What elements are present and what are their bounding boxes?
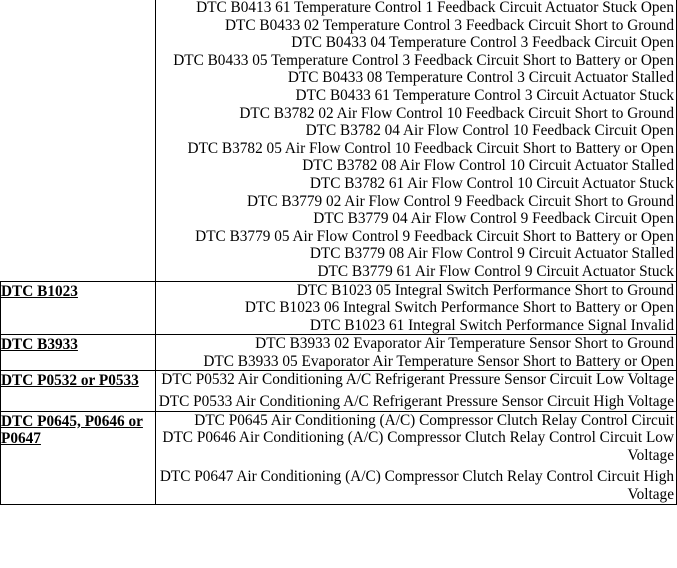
dtc-item: DTC P0532 Air Conditioning A/C Refrigerant Pressure Sensor Circuit Low Voltage (161, 371, 674, 389)
dtc-group-cell (1, 411, 156, 504)
dtc-group-label: DTC P0645, P0646 or P0647 (1, 412, 143, 448)
dtc-item: DTC B3933 05 Evaporator Air Temperature Sensor Short to Battery or Open (203, 352, 674, 370)
dtc-list-cell (155, 281, 677, 335)
dtc-item: DTC B3779 05 Air Flow Control 9 Feedback Circuit Short to Battery or Open (195, 227, 674, 245)
dtc-item: DTC B3779 08 Air Flow Control 9 Circuit Actuator Stalled (309, 245, 674, 263)
table-row (1, 281, 677, 335)
dtc-item: DTC B0433 61 Temperature Control 3 Circuit Actuator Stuck (295, 86, 674, 104)
dtc-list-cell (155, 335, 677, 371)
table-row (1, 335, 677, 371)
dtc-item: DTC P0533 Air Conditioning A/C Refrigerant Pressure Sensor Circuit High Voltage (158, 393, 674, 411)
dtc-item: DTC B3933 02 Evaporator Air Temperature Sensor Short to Ground (255, 335, 674, 353)
dtc-item: DTC B3782 05 Air Flow Control 10 Feedback Circuit Short to Battery or Open (187, 139, 674, 157)
dtc-item: DTC B3782 61 Air Flow Control 10 Circuit Actuator Stuck (309, 174, 674, 192)
dtc-item: DTC B0433 05 Temperature Control 3 Feedback Circuit Short to Battery or Open (173, 51, 674, 69)
dtc-item: DTC B0433 08 Temperature Control 3 Circuit Actuator Stalled (287, 69, 674, 87)
dtc-item: DTC B3782 04 Air Flow Control 10 Feedback Circuit Open (305, 122, 674, 140)
dtc-item: DTC B1023 05 Integral Switch Performance Short to Ground (296, 281, 674, 299)
dtc-item: DTC B1023 06 Integral Switch Performance Short to Battery or Open (244, 299, 674, 317)
dtc-item: DTC B0433 02 Temperature Control 3 Feedback Circuit Short to Ground (225, 16, 674, 34)
dtc-group-cell (1, 335, 156, 371)
dtc-item: DTC B3779 02 Air Flow Control 9 Feedback Circuit Short to Ground (246, 192, 674, 210)
dtc-group-cell (1, 0, 156, 281)
dtc-group-label: DTC P0532 or P0533 (1, 372, 139, 390)
dtc-group-cell (1, 281, 156, 335)
table-row (1, 411, 677, 504)
dtc-item: DTC B1023 61 Integral Switch Performance Signal Invalid (309, 316, 674, 334)
table-row (1, 0, 677, 281)
dtc-item: DTC P0646 Air Conditioning (A/C) Compressor Clutch Relay Control Circuit Low Voltage (162, 429, 674, 464)
dtc-group-label: DTC B1023 (1, 282, 78, 300)
dtc-item: DTC B3779 61 Air Flow Control 9 Circuit Actuator Stuck (317, 262, 674, 280)
dtc-group-label: DTC B3933 (1, 336, 78, 354)
dtc-list-cell (155, 0, 677, 281)
dtc-item: DTC B3782 02 Air Flow Control 10 Feedback Circuit Short to Ground (239, 104, 674, 122)
dtc-item: DTC P0647 Air Conditioning (A/C) Compressor Clutch Relay Control Circuit High Voltage (159, 468, 674, 504)
dtc-item: DTC B3782 08 Air Flow Control 10 Circuit Actuator Stalled (302, 157, 674, 175)
dtc-item: DTC P0645 Air Conditioning (A/C) Compressor Clutch Relay Control Circuit (194, 411, 674, 429)
dtc-item: DTC B3779 04 Air Flow Control 9 Feedback Circuit Open (313, 210, 674, 228)
dtc-group-cell (1, 371, 156, 411)
dtc-list-cell (155, 411, 677, 504)
table-row (1, 371, 677, 411)
dtc-list-cell (155, 371, 677, 411)
dtc-item: DTC B0433 04 Temperature Control 3 Feedback Circuit Open (291, 34, 674, 52)
dtc-item: DTC B0413 61 Temperature Control 1 Feedback Circuit Actuator Stuck Open (196, 0, 674, 16)
